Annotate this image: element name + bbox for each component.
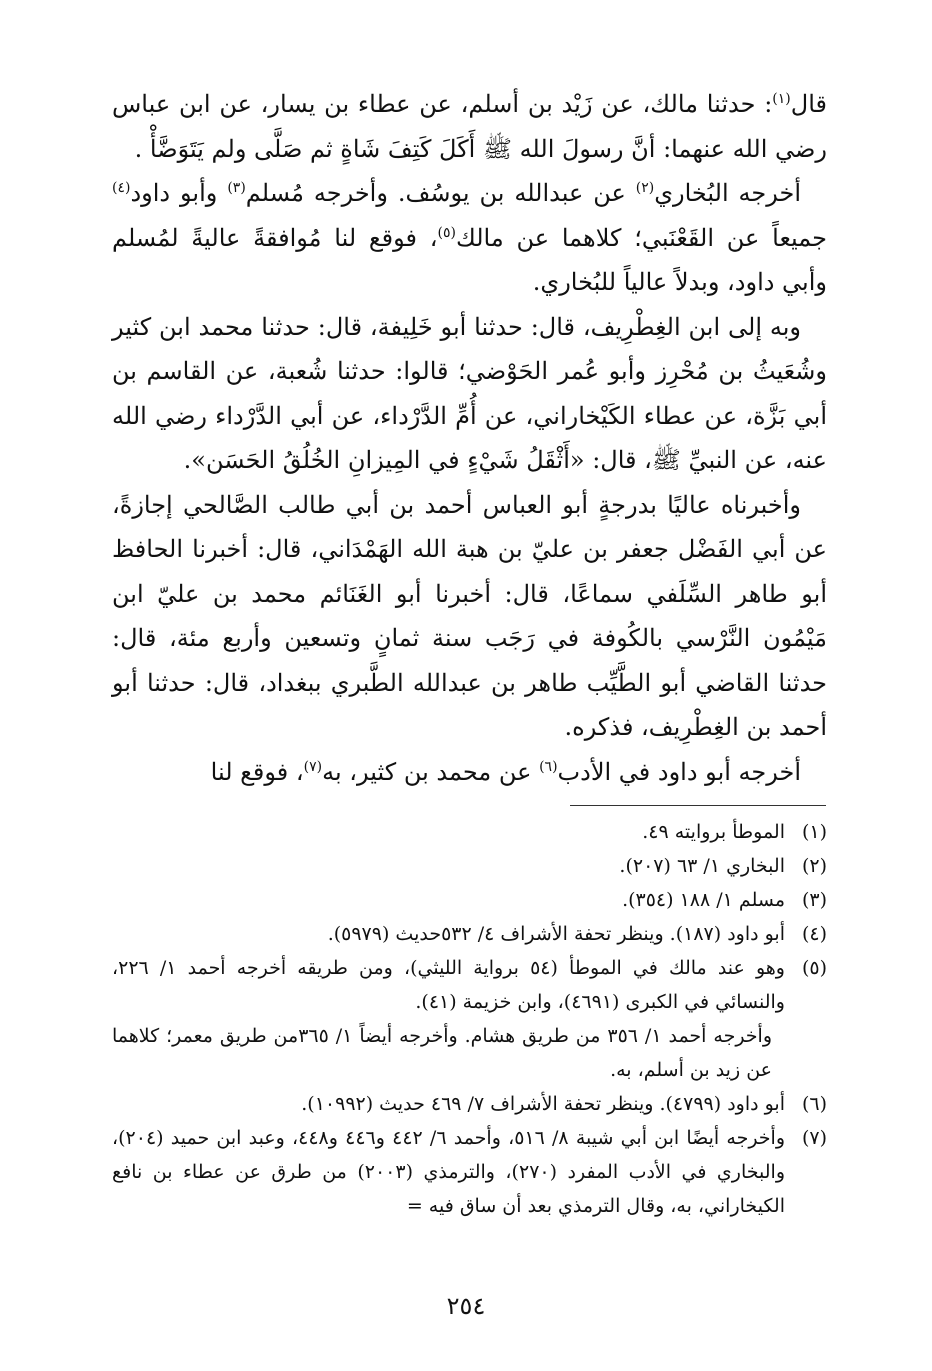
footnote — [112, 1087, 827, 1121]
text-run: قال — [790, 90, 827, 118]
footnote — [112, 815, 827, 849]
text-run: وأخبرناه عاليًا بدرجةٍ أبو العباس أحمد بن أبي طالب الصَّالحي إجازةً، عن أبي الفَضْل جعفر بن عليّ بن هبة الله الهَمْدَاني، قال: أخبرنا الحافظ أبو طاهر السِّلَفي سماعًا، قال: أخبرنا أبو الغَنَائم محمد بن عليّ ابن مَيْمُون النَّرْسي بالكُوفة في رَجَب سنة ثمانٍ وتسعين وأربع مئة، قال: حدثنا القاضي أبو الطَّيِّب طاهر بن عبدالله الطَّبري ببغداد، قال: حدثنا أبو أحمد بن الغِطْرِيف، فذكره. — [112, 490, 827, 741]
footnote — [112, 1121, 827, 1223]
footnote-text: وأخرجه أيضًا ابن أبي شيبة ٨/ ٥١٦، وأحمد ٦/ ٤٤٢ و٤٤٦ و٤٤٨، وعبد ابن حميد (٢٠٤)، والبخاري في الأدب المفرد (٢٧٠)، والترمذي (٢٠٠٣) من طرق عن عطاء بن نافع الكيخاراني، به، وقال الترمذي بعد أن ساق فيه = — [112, 1127, 786, 1217]
footnote — [112, 883, 827, 917]
page-number: ٢٥٤ — [446, 1292, 486, 1320]
text-run: وأبو داود — [130, 179, 228, 207]
footnote-number: (٧) — [801, 1127, 827, 1149]
footnote-text: أبو داود (٤٧٩٩). وينظر تحفة الأشراف ٧/ ٤٦٩ حديث (١٠٩٩٢). — [301, 1093, 785, 1115]
paragraph — [112, 750, 827, 795]
footnote-text: وأخرجه أحمد ١/ ٣٥٦ من طريق هشام. وأخرجه أيضاً ١/ ٣٦٥من طريق معمر؛ كلاهما عن زيد بن أسلم، به. — [112, 1025, 772, 1081]
footnote-ref: (١) — [772, 91, 791, 107]
footnote-ref: (٤) — [112, 180, 131, 196]
footnote-number: (٤) — [801, 923, 827, 945]
text-run: ، فوقع لنا مُوافقةً عاليةً لمُسلم وأبي داود، وبدلاً عالياً للبُخاري. — [112, 223, 827, 296]
text-run: : حدثنا مالك، عن زَيْد بن أسلم، عن عطاء بن يسار، عن ابن عباس رضي الله عنهما: أنَّ رسولَ الله ﷺ أَكَلَ كَتِفَ شَاةٍ ثم صَلَّى ولم يَتَوَضَّأْ . — [112, 90, 827, 163]
text-run: ، فوقع لنا — [210, 757, 304, 786]
footnote-text: الموطأ بروايته ٤٩. — [642, 821, 785, 843]
main-text — [112, 82, 827, 794]
footnote-number: (٣) — [801, 889, 827, 911]
footnote-text: مسلم ١/ ١٨٨ (٣٥٤). — [622, 889, 785, 911]
footnote-ref: (٧) — [303, 758, 323, 775]
paragraph — [112, 305, 827, 483]
paragraph — [112, 171, 827, 305]
paragraph — [112, 82, 827, 171]
footnote-separator — [570, 805, 826, 806]
text-run: وبه إلى ابن الغِطْرِيف، قال: حدثنا أبو خَلِيفة، قال: حدثنا محمد ابن كثير وشُعَيثُ بن مُحْرِز وأبو عُمر الحَوْضي؛ قالوا: حدثنا شُعبة، عن القاسم بن أبي بَزَّة، عن عطاء الكَيْخاراني، عن أُمِّ الدَّرْداء، عن أبي الدَّرْداء رضي الله عنه، عن النبيِّ ﷺ، قال: «أَثْقَلُ شَيْءٍ في المِيزانِ الخُلُقُ الحَسَن». — [112, 312, 827, 474]
text-run: عن محمد بن كثير، به — [322, 757, 540, 786]
footnote-text: أبو داود (١٨٧). وينظر تحفة الأشراف ٤/ ٥٣٢حديث (٥٩٧٩). — [327, 923, 785, 945]
footnote-ref: (٣) — [227, 180, 246, 196]
footnote-number: (٢) — [801, 855, 827, 877]
footnotes — [112, 815, 827, 1223]
footnote — [112, 849, 827, 883]
text-run: أخرجه البُخاري — [654, 179, 802, 207]
footnote-text: وهو عند مالك في الموطأ (٥٤ برواية الليثي)، ومن طريقه أخرجه أحمد ١/ ٢٢٦، والنسائي في الكبرى (٤٦٩١)، وابن خزيمة (٤١). — [112, 957, 785, 1013]
footnote-number: (٥) — [801, 957, 827, 979]
footnote-number: (١) — [801, 821, 827, 843]
footnote-ref: (٦) — [539, 758, 558, 775]
footnote-text: البخاري ١/ ٦٣ (٢٠٧). — [619, 855, 785, 877]
text-run: أخرجه أبو داود في الأدب — [557, 757, 801, 786]
footnote — [112, 1019, 827, 1087]
text-run: جميعاً عن القَعْنَبي؛ كلاهما عن مالك — [456, 223, 827, 252]
footnote-ref: (٢) — [635, 180, 655, 196]
footnote-number: (٦) — [801, 1093, 827, 1115]
paragraph — [112, 483, 827, 750]
footnote-ref: (٥) — [437, 224, 457, 241]
text-run: عن عبدالله بن يوسُف. وأخرجه مُسلم — [245, 179, 636, 207]
footnote — [112, 917, 827, 951]
footnote — [112, 951, 827, 1019]
